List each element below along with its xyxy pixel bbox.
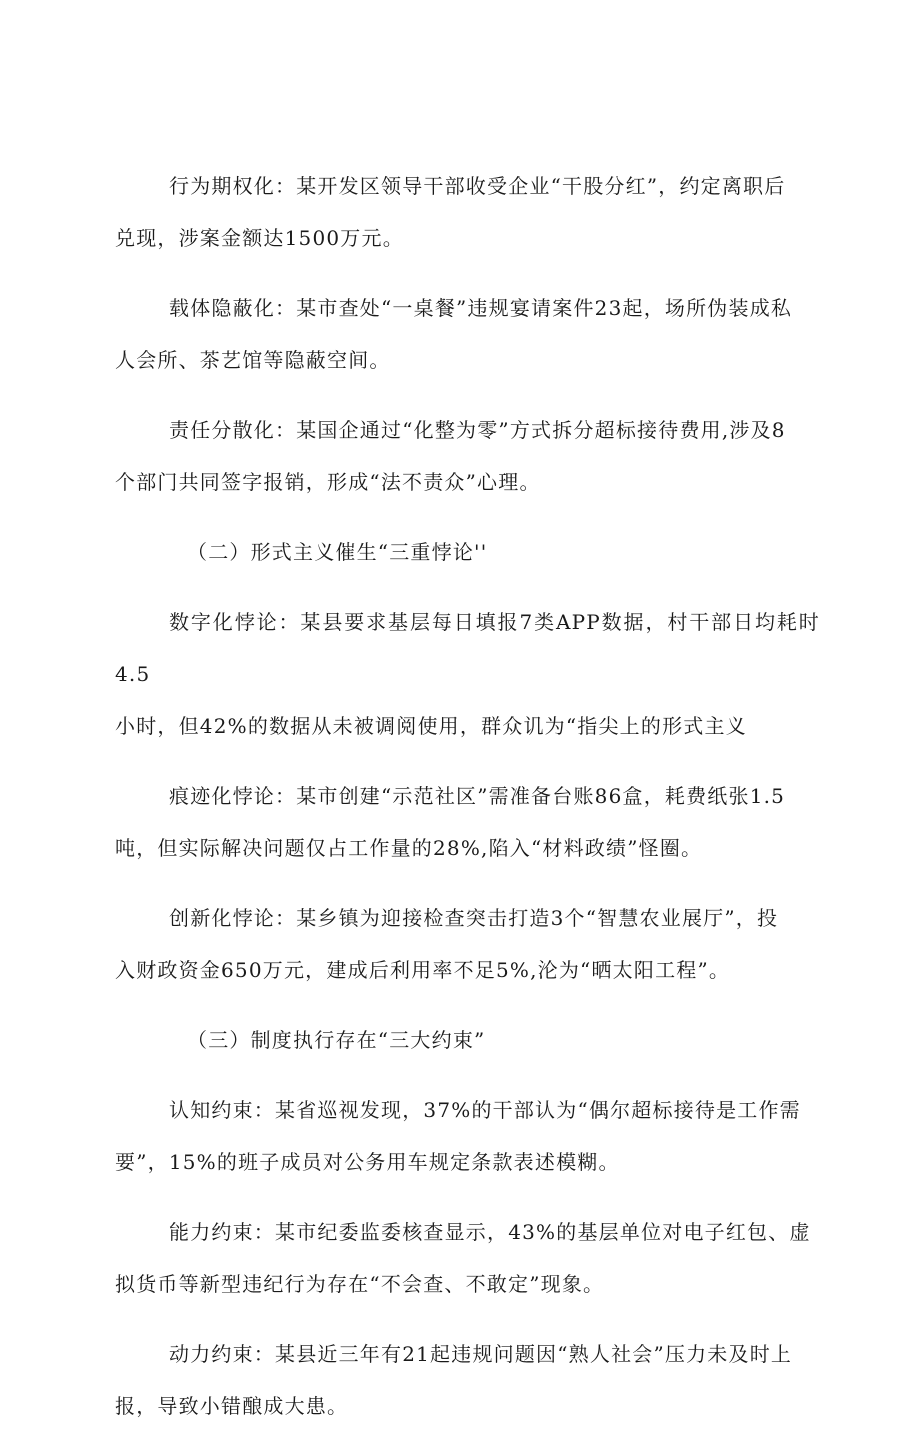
paragraph-line: 动力约束：某县近三年有21起违规问题因“熟人社会”压力未及时上 bbox=[169, 1342, 793, 1366]
paragraph-line: 能力约束：某市纪委监委核查显示，43%的基层单位对电子红包、虚 bbox=[169, 1220, 811, 1244]
paragraph-line: 行为期权化：某开发区领导干部收受企业“干股分红”，约定离职后 bbox=[169, 174, 786, 198]
paragraph-line: 兑现，涉案金额达1500万元。 bbox=[115, 226, 404, 250]
paragraph-trace-paradox bbox=[115, 770, 820, 874]
paragraph-line: 认知约束：某省巡视发现，37%的干部认为“偶尔超标接待是工作需 bbox=[169, 1098, 801, 1122]
paragraph-cognitive-constraint bbox=[115, 1084, 820, 1188]
paragraph-line: 个部门共同签字报销，形成“法不责众”心理。 bbox=[115, 470, 541, 494]
paragraph-line: 拟货币等新型违纪行为存在“不会查、不敢定”现象。 bbox=[115, 1272, 605, 1296]
paragraph-carrier-hidden bbox=[115, 282, 820, 386]
paragraph-capability-constraint bbox=[115, 1206, 820, 1310]
paragraph-line: 责任分散化：某国企通过“化整为零”方式拆分超标接待费用,涉及8 bbox=[169, 418, 786, 442]
document-body bbox=[115, 160, 820, 1450]
paragraph-line: 人会所、茶艺馆等隐蔽空间。 bbox=[115, 348, 391, 372]
paragraph-line: 小时，但42%的数据从未被调阅使用，群众讥为“指尖上的形式主义 bbox=[115, 714, 747, 738]
section-heading-formalism: （二）形式主义催生“三重悖论'' bbox=[187, 540, 488, 564]
paragraph-line: 入财政资金650万元，建成后利用率不足5%,沦为“晒太阳工程”。 bbox=[115, 958, 731, 982]
paragraph-behavior-option bbox=[115, 160, 820, 264]
paragraph-line: 要”，15%的班子成员对公务用车规定条款表述模糊。 bbox=[115, 1150, 620, 1174]
paragraph-line: 痕迹化悖论：某市创建“示范社区”需准备台账86盒，耗费纸张1.5 bbox=[169, 784, 786, 808]
paragraph-digital-paradox bbox=[115, 596, 820, 752]
paragraph-line: 报，导致小错酿成大患。 bbox=[115, 1394, 349, 1418]
paragraph-line: 吨，但实际解决问题仅占工作量的28%,陷入“材料政绩”怪圈。 bbox=[115, 836, 703, 860]
paragraph-motivation-constraint bbox=[115, 1328, 820, 1432]
paragraph-line: 创新化悖论：某乡镇为迎接检查突击打造3个“智慧农业展厅”，投 bbox=[169, 906, 779, 930]
paragraph-line: 载体隐蔽化：某市查处“一桌餐”违规宴请案件23起，场所伪装成私 bbox=[169, 296, 793, 320]
paragraph-responsibility-dispersed bbox=[115, 404, 820, 508]
section-heading-constraints: （三）制度执行存在“三大约束” bbox=[187, 1028, 486, 1052]
paragraph-line: 数字化悖论：某县要求基层每日填报7类APP数据，村干部日均耗时4.5 bbox=[115, 610, 820, 686]
paragraph-innovation-paradox bbox=[115, 892, 820, 996]
